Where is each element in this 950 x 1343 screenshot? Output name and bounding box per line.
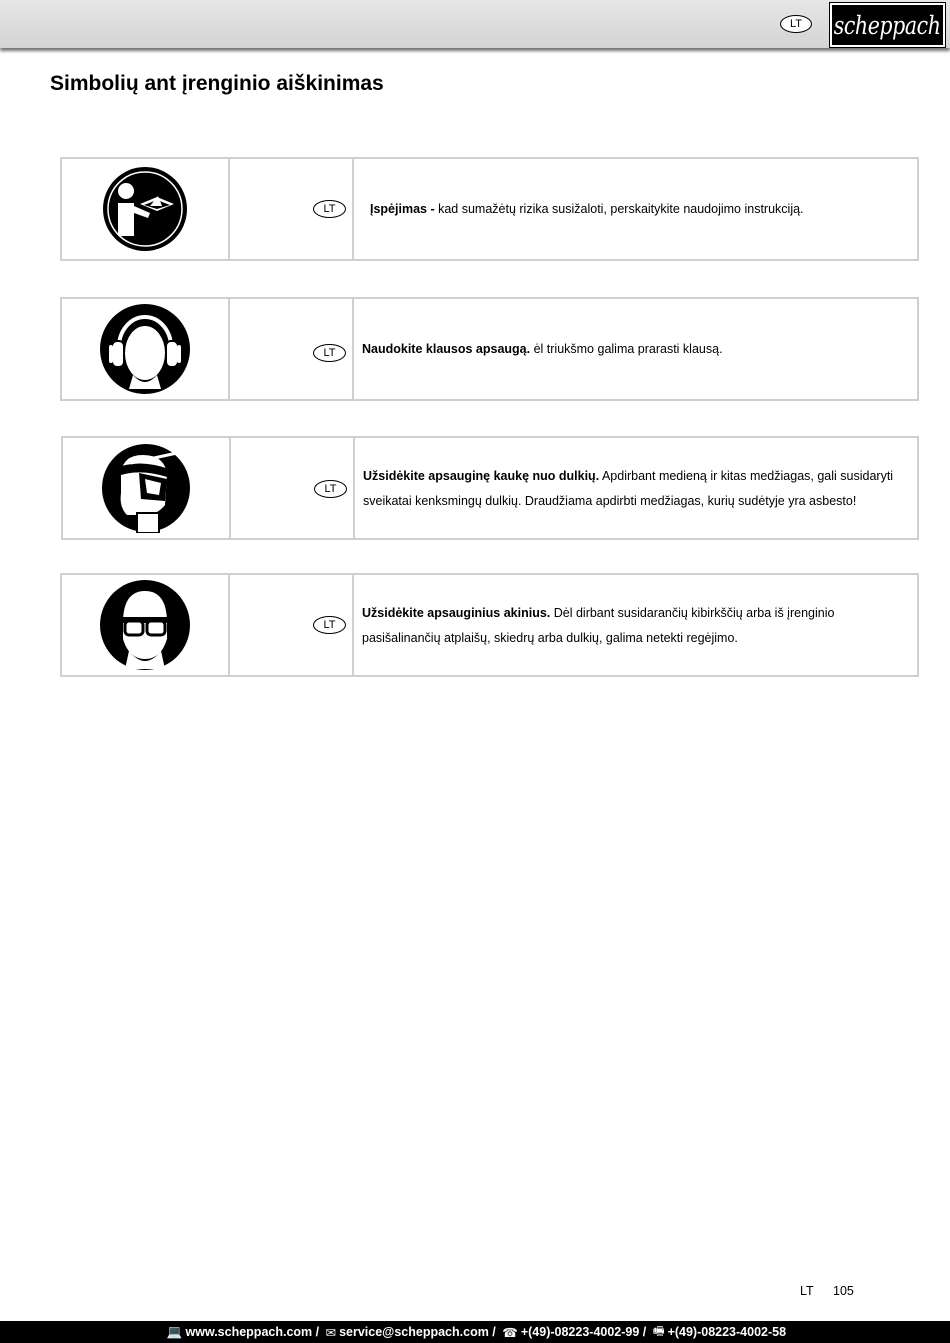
symbol-row-safety-goggles (60, 573, 919, 677)
language-cell (230, 159, 354, 259)
language-badge: LT (780, 15, 812, 33)
fax-number: +(49)-08223-4002-58 (667, 1325, 787, 1339)
computer-icon: 💻 (166, 1324, 183, 1339)
symbol-description (362, 159, 907, 259)
safety-goggles-icon (99, 579, 191, 671)
footer-contact-bar (0, 1321, 950, 1343)
dust-mask-icon (101, 443, 191, 533)
page-number: 105 (833, 1284, 854, 1298)
ear-protection-icon (99, 303, 191, 395)
brand-wordmark: scheppach (834, 10, 941, 40)
header-bar (0, 0, 950, 48)
language-cell (231, 438, 355, 538)
website-link[interactable]: www.scheppach.com (185, 1325, 313, 1339)
phone-number: +(49)-08223-4002-99 (520, 1325, 640, 1339)
symbol-row-ear-protection (60, 297, 919, 401)
language-badge: LT (313, 200, 346, 218)
symbol-description (362, 575, 907, 675)
scheppach-logo (830, 3, 945, 47)
symbol-title: Užsidėkite apsauginę kaukę nuo dulkių. (363, 469, 600, 483)
symbol-title: Įspėjimas - (370, 202, 435, 216)
language-cell (230, 299, 354, 399)
symbol-icon-cell (62, 159, 230, 259)
email-link[interactable]: service@scheppach.com (339, 1325, 489, 1339)
symbol-description (363, 438, 907, 538)
page-title: Simbolių ant įrenginio aiškinimas (50, 72, 384, 95)
symbol-text: Dėl dirbant susidarančių kibirkščių arba iš įrenginio pasišalinančių atplaišų, skiedrų arba dulkių, galima netekti regėjimo. (362, 606, 835, 645)
language-badge: LT (313, 344, 346, 362)
separator: / (312, 1325, 323, 1339)
email-icon: ✉ (325, 1325, 337, 1340)
symbol-title: Naudokite klausos apsaugą. (362, 342, 531, 356)
symbol-text: kad sumažėtų rizika susižaloti, perskaitykite naudojimo instrukciją. (434, 202, 804, 216)
symbol-icon-cell (62, 575, 230, 675)
symbol-row-read-manual (60, 157, 919, 261)
read-manual-icon (102, 166, 188, 252)
separator: / (488, 1325, 500, 1339)
language-badge: LT (314, 480, 347, 498)
language-cell (230, 575, 354, 675)
fax-icon: 🖷 (652, 1323, 665, 1338)
language-badge: LT (313, 616, 346, 634)
phone-icon: ☎ (502, 1325, 518, 1340)
symbol-icon-cell (63, 438, 231, 538)
symbol-title: Užsidėkite apsauginius akinius. (362, 606, 551, 620)
separator: / (639, 1325, 650, 1339)
symbol-description (362, 299, 907, 399)
symbol-icon-cell (62, 299, 230, 399)
symbol-text: ėl triukšmo galima prarasti klausą. (530, 342, 723, 356)
footer-language: LT (800, 1284, 814, 1298)
symbol-row-dust-mask (61, 436, 919, 540)
symbol-text: Apdirbant medieną ir kitas medžiagas, gali susidaryti sveikatai kenksmingų dulkių. Draudžiama apdirbti medžiagas, kurių sudėtyje yra asbesto! (363, 469, 894, 508)
